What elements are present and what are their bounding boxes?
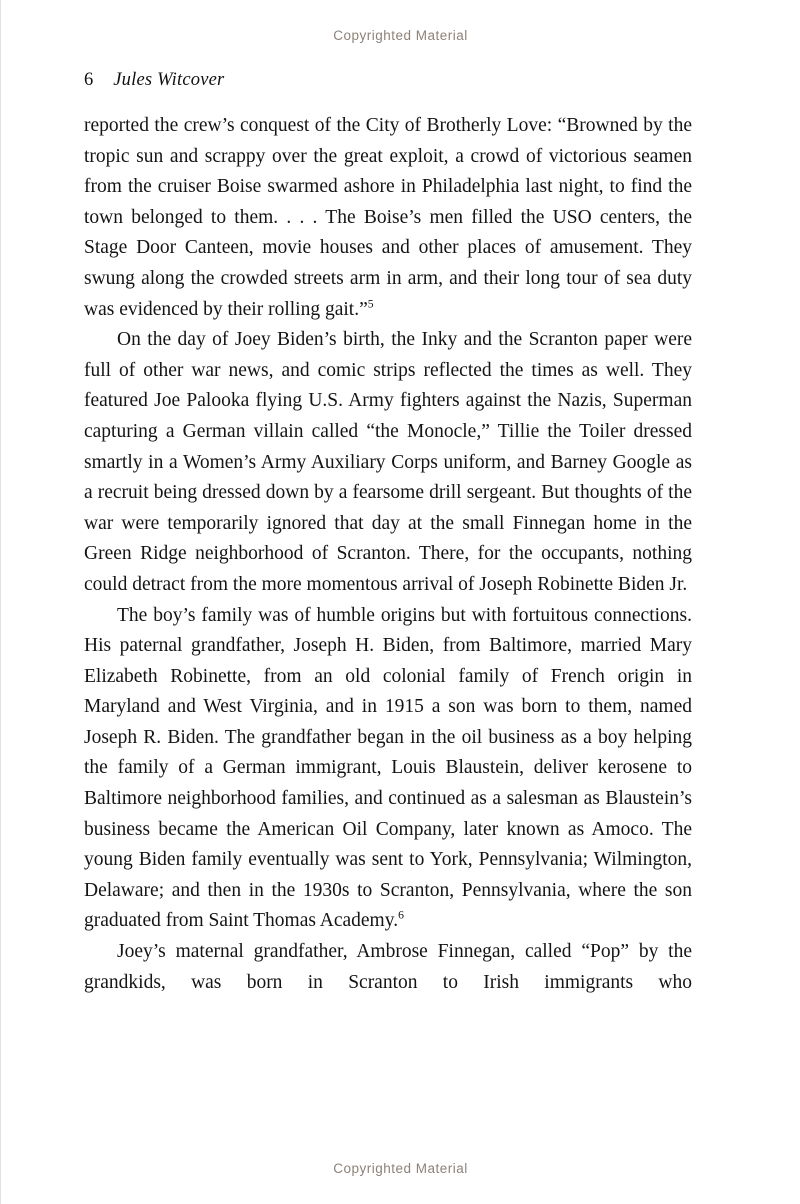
paragraph-text: The boy’s family was of humble origins but with fortuitous connections. His paternal grandfather, Joseph H. Biden, from Baltimore, married Mary Elizabeth Robinette, from an old colonial family of French origin in Maryland and West Virginia, and in 1915 a son was born to them, named Joseph R. Biden. The grandfather began in the oil business as a boy helping the family of a German immigrant, Louis Blaustein, deliver kerosene to Baltimore neighborhood families, and continued as a salesman as Blaustein’s business became the American Oil Company, later known as Amoco. The young Biden family eventually was sent to York, Pennsylvania; Wilmington, Delaware; and then in the 1930s to Scranton, Pennsylvania, where the son graduated from Saint Thomas Academy. bbox=[84, 604, 692, 932]
paragraph-text: Joey’s maternal grandfather, Ambrose Finnegan, called “Pop” by the grandkids, was born in Scranton to Irish immigrants who bbox=[84, 941, 692, 993]
page-header bbox=[84, 70, 224, 91]
running-head-author: Jules Witcover bbox=[113, 70, 225, 90]
footnote-marker: 6 bbox=[398, 908, 404, 922]
page-number: 6 bbox=[84, 70, 94, 90]
paragraph-text: reported the crew’s conquest of the City of Brotherly Love: “Browned by the tropic sun and scrappy over the great exploit, a crowd of victorious seamen from the cruiser Boise swarmed ashore in Philadelphia last night, to find the town belonged to them. . . . The Boise’s men filled the USO centers, the Stage Door Canteen, movie houses and other places of amusement. They swung along the crowded streets arm in arm, and their long tour of sea duty was evidenced by their rolling gait.” bbox=[84, 115, 692, 320]
copyright-notice-bottom: Copyrighted Material bbox=[333, 1161, 468, 1176]
paragraph bbox=[84, 937, 692, 998]
paragraph bbox=[84, 601, 692, 938]
paragraph-text: On the day of Joey Biden’s birth, the Inky and the Scranton paper were full of other war news, and comic strips reflected the times as well. They featured Joe Palooka flying U.S. Army fighters against the Nazis, Superman capturing a German villain called “the Monocle,” Tillie the Toiler dressed smartly in a Women’s Army Auxiliary Corps uniform, and Barney Google as a recruit being dressed down by a fearsome drill sergeant. But thoughts of the war were temporarily ignored that day at the small Finnegan home in the Green Ridge neighborhood of Scranton. There, for the occupants, nothing could detract from the more momentous arrival of Joseph Robinette Biden Jr. bbox=[84, 329, 692, 595]
footnote-marker: 5 bbox=[367, 297, 374, 311]
copyright-notice-top: Copyrighted Material bbox=[333, 28, 468, 43]
paragraph bbox=[84, 111, 692, 325]
body-text bbox=[84, 111, 692, 998]
paragraph bbox=[84, 325, 692, 600]
